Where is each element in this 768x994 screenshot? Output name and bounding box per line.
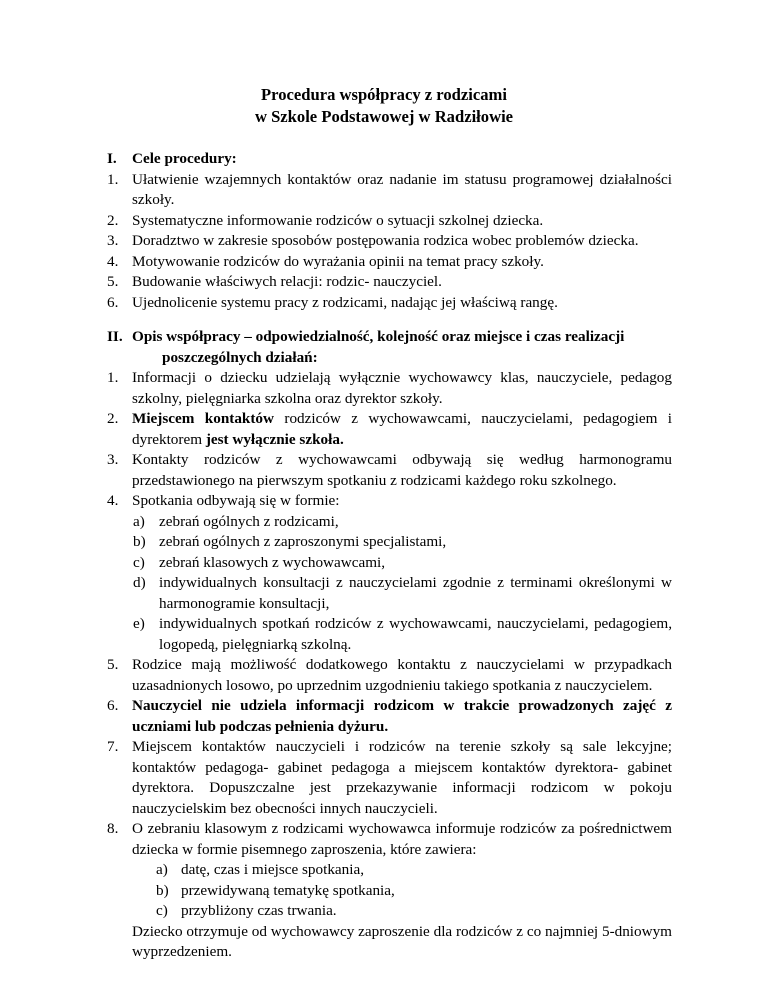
item-bold-text: Nauczyciel nie udziela informacji rodzicom w trakcie prowadzonych zajęć z uczniami lub podczas pełnienia dyżuru.	[132, 697, 672, 735]
item-text: Informacji o dziecku udzielają wyłącznie wychowawcy klas, nauczyciele, pedagog szkolny, pielęgniarka szkolna oraz dyrektor szkoły.	[132, 369, 672, 407]
item-number: 3.	[107, 232, 119, 249]
item-bold-text: Miejscem kontaktów	[132, 410, 274, 427]
list-item	[107, 491, 672, 512]
section-heading-text: Opis współpracy – odpowiedzialność, kolejność oraz miejsce i czas realizacji	[132, 328, 625, 345]
sub-item-letter: a)	[133, 512, 145, 530]
sub-item-letter: b)	[133, 533, 146, 550]
item-number: 7.	[107, 738, 119, 755]
sub-item-letter: e)	[133, 615, 145, 632]
item-number: 5.	[107, 273, 119, 290]
item-text: Rodzice mają możliwość dodatkowego kontaktu z nauczycielami w przypadkach uzasadnionych losowo, po uprzednim uzgodnieniu takiego spotkania z nauczycielem.	[132, 656, 672, 694]
item-number: 8.	[107, 820, 119, 837]
item-number: 6.	[107, 697, 119, 714]
item-text: Motywowanie rodziców do wyrażania opinii na temat pracy szkoły.	[132, 252, 544, 270]
list-item	[107, 368, 672, 409]
document-body	[107, 149, 672, 963]
item-bold-text: jest wyłącznie szkoła.	[205, 430, 344, 448]
item-text: rodziców z wychowawcami, nauczycielami, pedagogiem i dyrektorem	[132, 410, 672, 448]
item-text: O zebraniu klasowym z rodzicami wychowawca informuje rodziców za pośrednictwem dziecka w formie pisemnego zaproszenia, które zawiera:	[132, 820, 672, 858]
list-item	[107, 655, 672, 696]
section-1-heading	[107, 149, 672, 170]
list-item	[107, 819, 672, 860]
sub-list-item	[107, 512, 672, 533]
item-number: 6.	[107, 293, 119, 311]
item-text: Systematyczne informowanie rodziców o sytuacji szkolnej dziecka.	[132, 211, 544, 229]
item-text: Ułatwienie wzajemnych kontaktów oraz nadanie im statusu programowej działalności szkoły.	[132, 170, 672, 208]
list-item	[107, 170, 672, 211]
sub-list-item	[107, 860, 672, 881]
item-number: 4.	[107, 492, 119, 509]
list-item	[107, 450, 672, 491]
sub-item-text: zebrań klasowych z wychowawcami,	[159, 553, 386, 571]
item-number: 5.	[107, 656, 119, 673]
sub-item-text: indywidualnych spotkań rodziców z wychowawcami, nauczycielami, pedagogiem, logopedą, pielęgniarką szkolną.	[159, 615, 672, 653]
list-item	[107, 696, 672, 737]
item-number: 1.	[107, 170, 119, 188]
sub-item-letter: c)	[156, 902, 168, 919]
sub-list-item	[107, 881, 672, 902]
item-number: 3.	[107, 451, 119, 468]
sub-item-letter: a)	[156, 861, 168, 878]
item-number: 4.	[107, 252, 119, 270]
sub-item-letter: d)	[133, 574, 146, 591]
section-spacer	[107, 313, 672, 327]
list-item	[107, 293, 672, 314]
closing-paragraph: Dziecko otrzymuje od wychowawcy zaproszenie dla rodziców z co najmniej 5-dniowym wyprzedzeniem.	[132, 922, 672, 960]
sub-item-text: datę, czas i miejsce spotkania,	[181, 861, 365, 878]
section-heading-text: Cele procedury:	[132, 150, 237, 167]
list-item	[107, 211, 672, 232]
title-line-2: w Szkole Podstawowej w Radziłowie	[254, 107, 514, 126]
list-item	[107, 409, 672, 450]
document-title	[0, 84, 768, 128]
item-number: 2.	[107, 211, 119, 229]
sub-item-text: zebrań ogólnych z rodzicami,	[159, 512, 339, 530]
list-item	[107, 737, 672, 819]
section-number: I.	[107, 150, 117, 167]
sub-item-letter: b)	[156, 881, 169, 899]
sub-item-text: indywidualnych konsultacji z nauczycielami zgodnie z terminami określonymi w harmonogramie konsultacji,	[159, 574, 672, 612]
list-item	[107, 272, 672, 293]
sub-item-text: zebrań ogólnych z zaproszonymi specjalistami,	[159, 533, 447, 550]
item-text: Miejscem kontaktów nauczycieli i rodziców na terenie szkoły są sale lekcyjne; kontaktów pedagoga- gabinet pedagoga a miejscem kontaktów dyrektora- gabinet dyrektora. Dopuszczalne jest przekazywanie informacji rodzicom w pokoju nauczycielskim bez obecności innych nauczycieli.	[132, 738, 672, 817]
sub-list-item	[107, 573, 672, 614]
item-number: 1.	[107, 369, 119, 386]
item-text: Budowanie właściwych relacji: rodzic- nauczyciel.	[132, 273, 442, 290]
sub-item-text: przewidywaną tematykę spotkania,	[181, 881, 395, 899]
sub-list-item	[107, 901, 672, 922]
sub-list-item	[107, 614, 672, 655]
sub-list-item	[107, 532, 672, 553]
item-text: Ujednolicenie systemu pracy z rodzicami, nadając jej właściwą rangę.	[132, 293, 558, 311]
list-item	[107, 252, 672, 273]
item-text: Spotkania odbywają się w formie:	[132, 492, 340, 509]
title-line-1: Procedura współpracy z rodzicami	[261, 85, 507, 104]
sub-item-letter: c)	[133, 553, 145, 571]
sub-item-text: przybliżony czas trwania.	[181, 902, 337, 919]
list-item	[107, 231, 672, 252]
item-text: Kontakty rodziców z wychowawcami odbywają się według harmonogramu przedstawionego na pierwszym spotkaniu z rodzicami każdego roku szkolnego.	[132, 451, 672, 489]
section-number: II.	[107, 328, 123, 345]
item-number: 2.	[107, 410, 119, 427]
sub-list-item	[107, 553, 672, 574]
section-heading-continuation: poszczególnych działań:	[162, 348, 318, 366]
item-text: Doradztwo w zakresie sposobów postępowania rodzica wobec problemów dziecka.	[132, 232, 639, 249]
section-2-heading	[107, 327, 672, 368]
